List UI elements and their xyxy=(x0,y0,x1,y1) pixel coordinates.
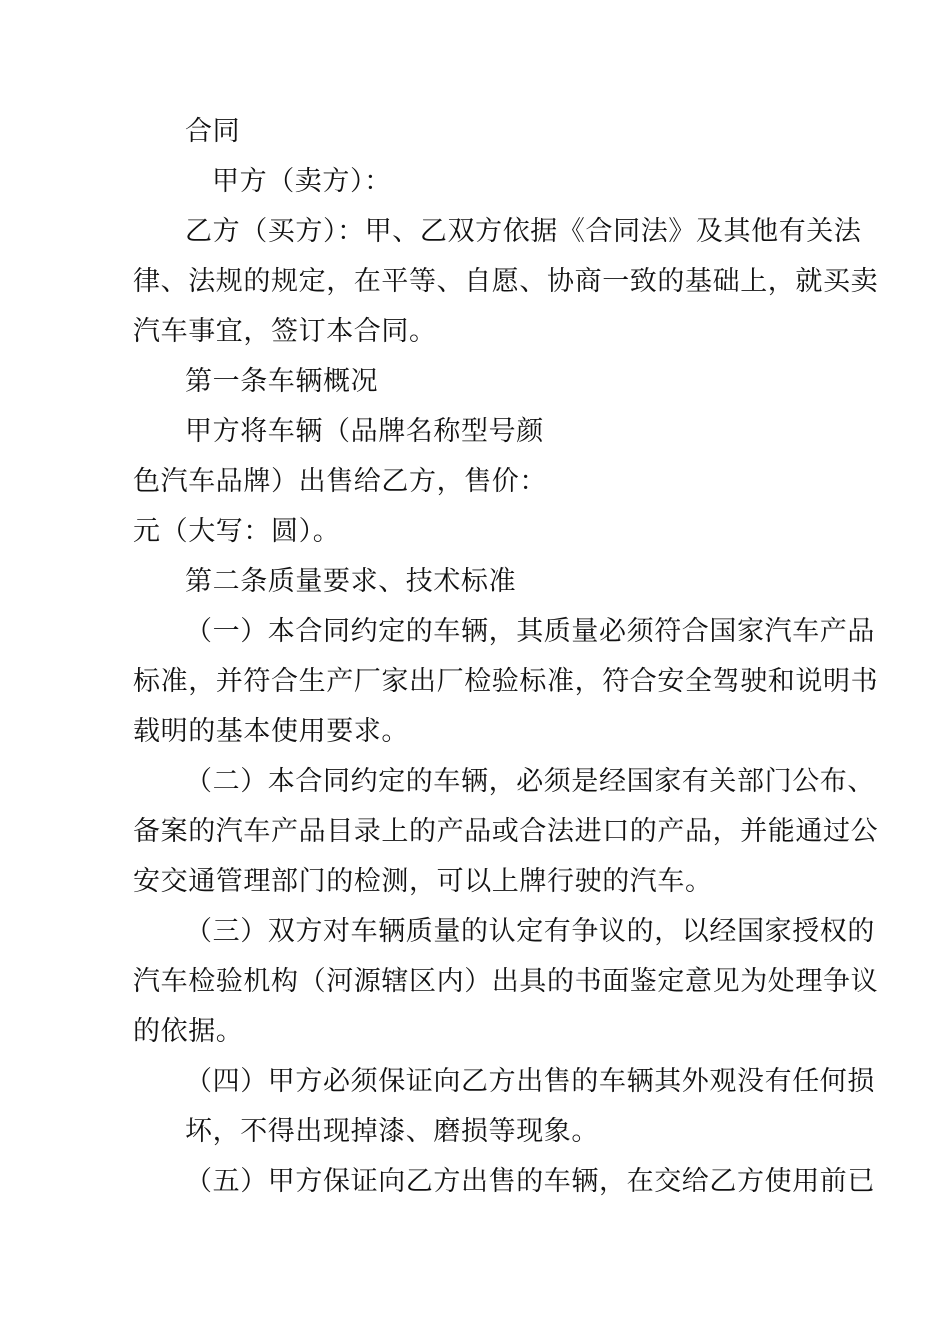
party-b-line: 乙方（买方）：甲、乙双方依据《合同法》及其他有关法 xyxy=(185,216,862,247)
paragraph-line: 律、法规的规定，在平等、自愿、协商一致的基础上，就买卖 xyxy=(133,266,879,297)
paragraph-line: 汽车事宜，签订本合同。 xyxy=(133,316,437,347)
paragraph-line: 甲方将车辆（品牌名称型号颜 xyxy=(185,416,544,447)
contract-title: 合同 xyxy=(185,116,241,147)
article-2-heading: 第二条质量要求、技术标准 xyxy=(185,566,517,597)
clause-3-line: （三）双方对车辆质量的认定有争议的，以经国家授权的 xyxy=(185,916,875,947)
paragraph-line: 载明的基本使用要求。 xyxy=(133,716,409,747)
article-1-heading: 第一条车辆概况 xyxy=(185,366,379,397)
paragraph-line: 色汽车品牌）出售给乙方，售价： xyxy=(133,466,547,497)
paragraph-line: 的依据。 xyxy=(133,1016,244,1047)
clause-5-line: （五）甲方保证向乙方出售的车辆，在交给乙方使用前已 xyxy=(185,1166,875,1197)
paragraph-line: 坏，不得出现掉漆、磨损等现象。 xyxy=(185,1116,599,1147)
clause-4-line: （四）甲方必须保证向乙方出售的车辆其外观没有任何损 xyxy=(185,1066,875,1097)
paragraph-line: 元（大写：圆）。 xyxy=(133,516,341,547)
party-a-line: 甲方（卖方）： xyxy=(212,166,392,197)
paragraph-line: 标准，并符合生产厂家出厂检验标准，符合安全驾驶和说明书 xyxy=(133,666,879,697)
paragraph-line: 备案的汽车产品目录上的产品或合法进口的产品，并能通过公 xyxy=(133,816,879,847)
paragraph-line: 汽车检验机构（河源辖区内）出具的书面鉴定意见为处理争议 xyxy=(133,966,879,997)
clause-1-line: （一）本合同约定的车辆，其质量必须符合国家汽车产品 xyxy=(185,616,875,647)
clause-2-line: （二）本合同约定的车辆，必须是经国家有关部门公布、 xyxy=(185,766,875,797)
paragraph-line: 安交通管理部门的检测，可以上牌行驶的汽车。 xyxy=(133,866,713,897)
